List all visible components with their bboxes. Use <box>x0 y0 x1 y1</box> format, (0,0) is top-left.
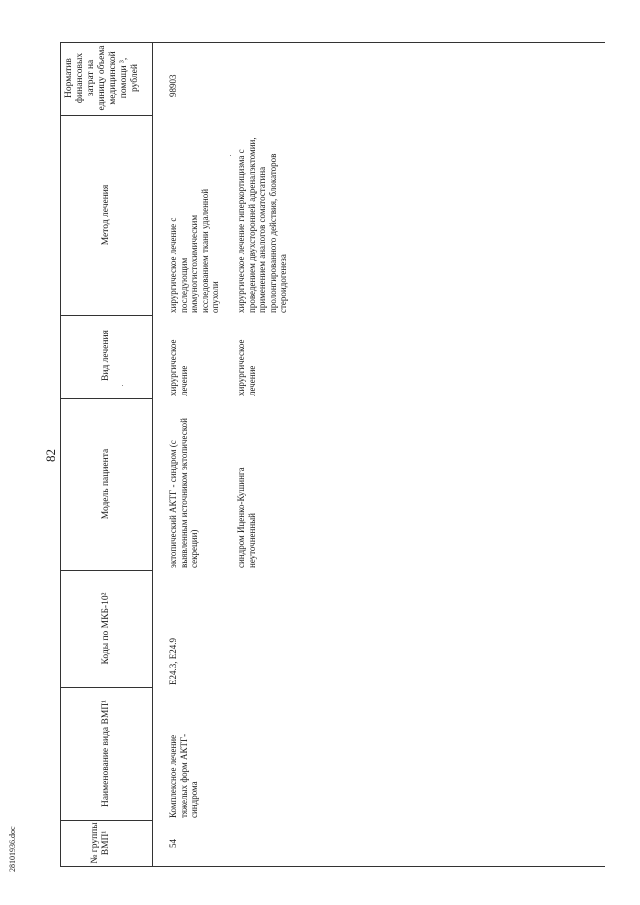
table-top-border <box>60 42 605 43</box>
header-cost-norm: Норматив финансовых затрат на единицу объема медицинской помощи ³, рублей <box>64 45 140 111</box>
table-bottom-border <box>60 866 605 867</box>
col-divider-4 <box>60 570 152 571</box>
subrow-2-patient-model: синдром Иценко-Кушинга неуточненный <box>236 467 257 568</box>
subrow-1-treatment-method: хирургическое лечение с последующим иммуногистохимическим исследованием ткани удаленной опухоли <box>168 188 220 313</box>
col-divider-1 <box>60 115 152 116</box>
scan-speck <box>122 385 123 386</box>
row-group-no: 54 <box>168 839 178 848</box>
row-cost-norm: 98903 <box>168 74 178 97</box>
footer-filename: 28101936.doc <box>8 826 17 872</box>
page-number: 82 <box>43 449 58 462</box>
subrow-2-treatment-type: хирургическое лечение <box>236 339 257 396</box>
header-vmp-name: Наименование вида ВМП¹ <box>101 699 111 808</box>
header-separator-line <box>152 42 153 866</box>
scan-speck <box>230 155 231 156</box>
header-treatment-type: Вид лечения <box>101 330 111 381</box>
row-icd-codes: E24.3, E24.9 <box>168 638 178 685</box>
subrow-2-treatment-method: хирургическое лечение гиперкортицизма с проведением двухсторонней адреналэктомии, применением аналогов соматостатина пролонгированного действия, блокаторов стероидогенеза <box>236 137 288 313</box>
header-patient-model: Модель пациента <box>101 448 111 520</box>
col-divider-3 <box>60 398 152 399</box>
header-treatment-method: Метод лечения <box>101 184 111 246</box>
header-group-no: № группы ВМП¹ <box>90 822 111 864</box>
table-left-border <box>60 42 61 866</box>
subrow-1-patient-model: эктопический АКТГ - синдром (с выявленным источником эктопической секреции) <box>168 418 199 568</box>
col-divider-5 <box>60 687 152 688</box>
subrow-1-treatment-type: хирургическое лечение <box>168 339 189 396</box>
col-divider-6 <box>60 820 152 821</box>
header-icd-codes: Коды по МКБ-10² <box>101 592 111 665</box>
row-vmp-name: Комплексное лечение тяжелых форм АКТГ-синдрома <box>168 733 199 818</box>
